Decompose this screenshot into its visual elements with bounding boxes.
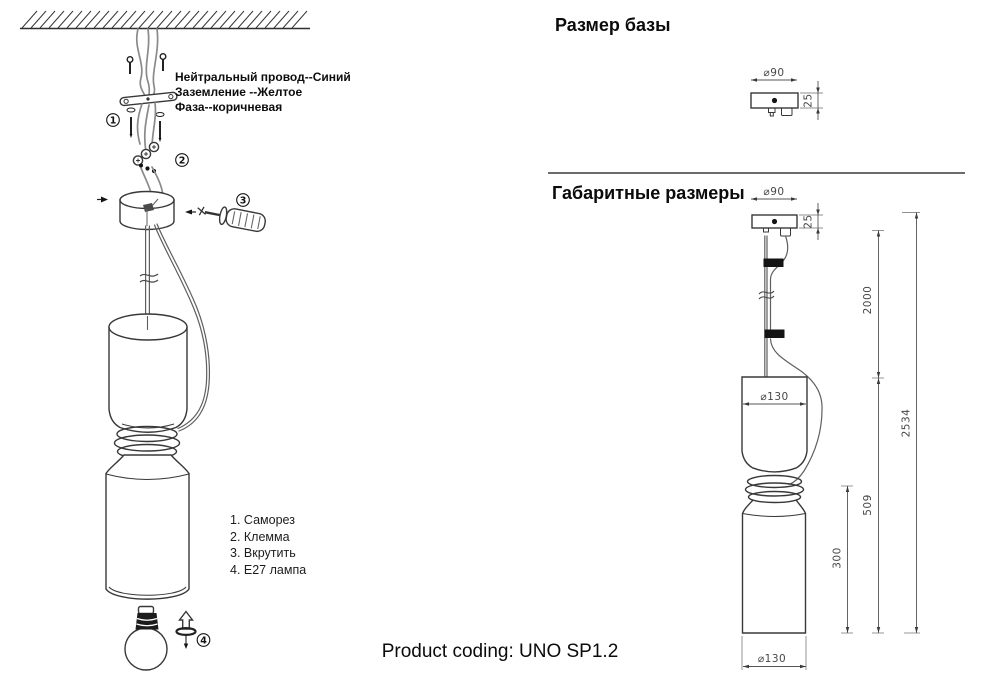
parts-legend: [230, 512, 306, 578]
wire-color-labels: [175, 70, 351, 114]
step-3-marker: [237, 194, 250, 207]
lamp-height-label: 509: [862, 494, 874, 516]
ceiling: [20, 11, 310, 29]
legend-item-lamp: 4. E27 лампа: [230, 562, 307, 577]
bottom-diameter-label: ⌀130: [757, 653, 787, 665]
canopy: [120, 192, 174, 230]
base-size-drawing: [751, 67, 823, 120]
pendant-cord: [140, 226, 158, 315]
step-1-marker: [107, 114, 120, 127]
section-title-base-size: Размер базы: [555, 15, 671, 35]
section-title-overall-dimensions: Габаритные размеры: [552, 183, 745, 203]
wire-label-ground: Заземление --Желтое: [175, 84, 303, 99]
cord-length-label: 2000: [862, 285, 874, 315]
body-height-label: 300: [831, 547, 844, 569]
step-2-number: 2: [178, 155, 186, 167]
lamp-body: [106, 455, 189, 599]
legend-item-terminal: 2. Клемма: [230, 529, 290, 544]
step-4-number: 4: [200, 635, 207, 647]
step-2-marker: [176, 154, 189, 167]
step-3-number: 3: [239, 195, 247, 207]
overall-base-height-label: 25: [802, 214, 815, 229]
wire-label-phase: Фаза--коричневая: [175, 99, 283, 114]
total-height-label: 2534: [900, 408, 913, 438]
legend-item-screw: 1. Саморез: [230, 513, 295, 527]
supply-wires: [137, 29, 158, 101]
lamp-shade: [109, 314, 187, 432]
base-height-label: 25: [802, 93, 815, 108]
product-coding: Product coding: UNO SP1.2: [381, 641, 619, 662]
shade-diameter-label: ⌀130: [760, 391, 789, 403]
legend-item-screw-in: 3. Вкрутить: [230, 546, 296, 561]
base-diameter-label: ⌀90: [763, 67, 785, 79]
step-1-number: 1: [109, 115, 117, 127]
screwdriver: [195, 202, 266, 233]
overall-dimensions-drawing: [742, 186, 920, 670]
overall-base-diameter-label: ⌀90: [763, 186, 785, 198]
canopy-screw-right: [185, 210, 196, 215]
canopy-screw-left: [97, 197, 108, 203]
wire-label-neutral: Нейтральный провод--Синий: [175, 70, 351, 84]
